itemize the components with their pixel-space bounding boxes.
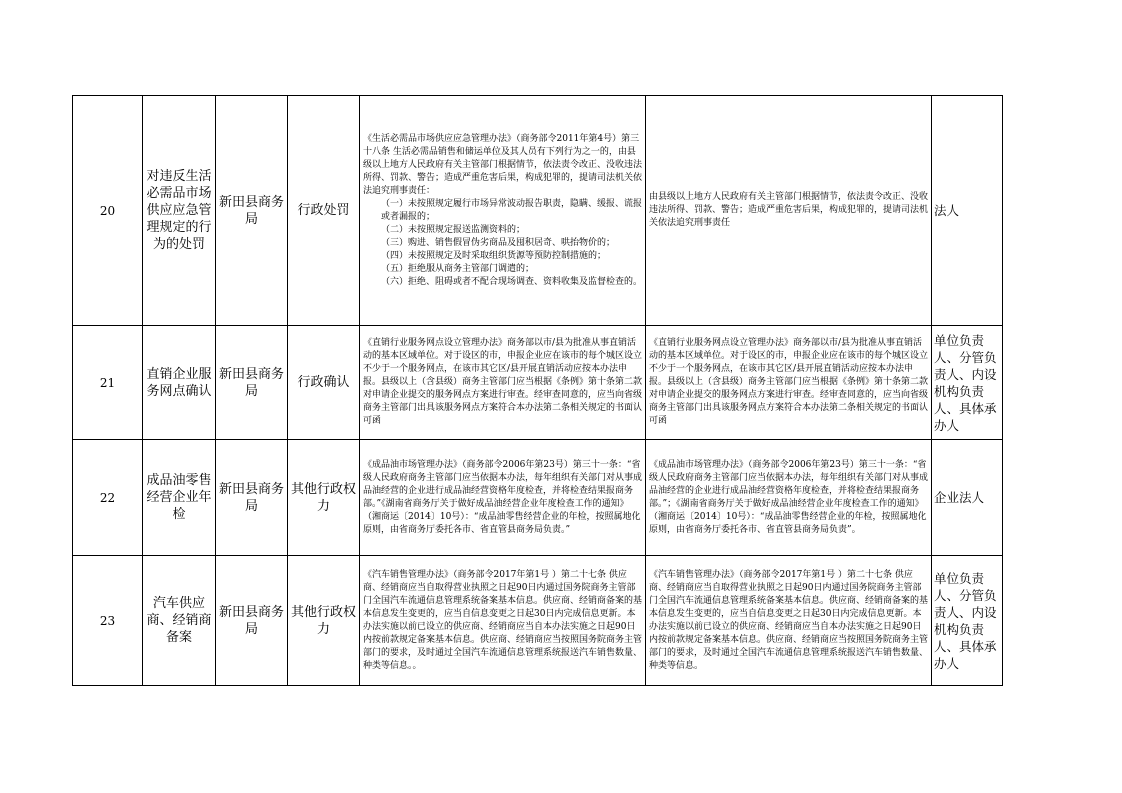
legal-basis-paragraph: 《成品油市场管理办法》（商务部令2006年第23号）第三十一条：“省级人民政府商务主管部门应当依据本办法，每年组织有关部门对从事成品油经营的企业进行成品油经营资格年度检查，并将检查结果报商务部。”《湖南省商务厅关于做好成品油经营企业年度检查工作的通知》（湘商运〔2014〕10号）：“成品油零售经营企业的年检，按照属地化原则，由省商务厅委托各市、省直管县商务局负责。”	[363, 459, 643, 535]
row-number: 23	[73, 556, 143, 686]
legal-basis-paragraph: （二）未按照规定报送监测资料的；	[381, 224, 526, 235]
liable-subject: 单位负责人、分管负责人、内设机构负责人、具体承办人	[932, 556, 1003, 686]
legal-basis	[360, 556, 646, 686]
legal-basis-paragraph: （三）购进、销售假冒伪劣商品及囤积居奇、哄抬物价的；	[381, 237, 616, 248]
legal-basis-paragraph: 《生活必需品市场供应应急管理办法》（商务部令2011年第4号）第三十八条 生活必需品销售和储运单位及其人员有下列行为之一的，由县级以上地方人民政府有关主管部门根据情节，依法责令改正、没收违法所得、罚款、警告；造成严重危害后果，构成犯罪的，提请司法机关依法追究刑事责任：	[363, 133, 643, 196]
liability-rule: 《直销行业服务网点设立管理办法》商务部以市/县为批准从事直销活动的基本区域单位。对于设区的市，申报企业应在该市的每个城区设立不少于一个服务网点，在该市其它区/县开展直销活动应按本办法申报。县级以上（含县级）商务主管部门应当根据《条例》第十条第二款对申请企业提交的服务网点方案进行审查。经审查同意的，应当向省级商务主管部门出具该服务网点方案符合本办法第二条相关规定的书面认可函	[646, 326, 932, 440]
liability-rule: 《成品油市场管理办法》（商务部令2006年第23号）第三十一条：“省级人民政府商务主管部门应当依据本办法，每年组织有关部门对从事成品油经营的企业进行成品油经营资格年度检查，并将检查结果报商务部。”；《湖南省商务厅关于做好成品油经营企业年度检查工作的通知》（湘商运〔2014〕10号）：“成品油零售经营企业的年检，按照属地化原则，由省商务厅委托各市、省直管县商务局负责”。	[646, 440, 932, 556]
legal-basis-paragraph: （一）未按照规定履行市场异常波动报告职责，隐瞒、缓报、谎报或者漏报的；	[381, 198, 643, 222]
item-name: 成品油零售经营企业年检	[143, 440, 216, 556]
legal-basis-paragraph: 《汽车销售管理办法》（商务部令2017年第1号 ）第二十七条 供应商、经销商应当自取得营业执照之日起90日内通过国务院商务主管部门全国汽车流通信息管理系统备案基本信息。供应商、经销商备案的基本信息发生变更的，应当自信息变更之日起30日内完成信息更新。本办法实施以前已设立的供应商、经销商应当自本办法实施之日起90日内按前款规定备案基本信息。供应商、经销商应当按照国务院商务主管部门的要求，及时通过全国汽车流通信息管理系统报送汽车销售数量、种类等信息。。	[363, 569, 643, 671]
department: 新田县商务局	[216, 96, 288, 326]
department: 新田县商务局	[216, 440, 288, 556]
row-number: 22	[73, 440, 143, 556]
department: 新田县商务局	[216, 556, 288, 686]
item-name: 汽车供应商、经销商备案	[143, 556, 216, 686]
power-type: 其他行政权力	[288, 556, 360, 686]
legal-basis	[360, 440, 646, 556]
row-number: 21	[73, 326, 143, 440]
item-name: 对违反生活必需品市场供应应急管理规定的行为的处罚	[143, 96, 216, 326]
department: 新田县商务局	[216, 326, 288, 440]
legal-basis-paragraph: 《直销行业服务网点设立管理办法》商务部以市/县为批准从事直销活动的基本区域单位。对于设区的市，申报企业应在该市的每个城区设立不少于一个服务网点，在该市其它区/县开展直销活动应按本办法申报。县级以上（含县级）商务主管部门应当根据《条例》第十条第二款对申请企业提交的服务网点方案进行审查。经审查同意的，应当向省级商务主管部门出具该服务网点方案符合本办法第二条相关规定的书面认可函	[363, 338, 643, 426]
liability-rule: 《汽车销售管理办法》（商务部令2017年第1号 ）第二十七条 供应商、经销商应当自取得营业执照之日起90日内通过国务院商务主管部门全国汽车流通信息管理系统备案基本信息。供应商、经销商备案的基本信息发生变更的，应当自信息变更之日起30日内完成信息更新。本办法实施以前已设立的供应商、经销商应当自本办法实施之日起90日内按前款规定备案基本信息。供应商、经销商应当按照国务院商务主管部门的要求，及时通过全国汽车流通信息管理系统报送汽车销售数量、种类等信息。	[646, 556, 932, 686]
liable-subject: 企业法人	[932, 440, 1003, 556]
table-row	[73, 440, 1003, 556]
legal-basis-paragraph: （五）拒绝服从商务主管部门调遣的；	[381, 263, 535, 274]
table-row	[73, 96, 1003, 326]
liability-rule: 由县级以上地方人民政府有关主管部门根据情节，依法责令改正、没收违法所得、罚款、警告；造成严重危害后果，构成犯罪的，提请司法机关依法追究刑事责任	[646, 96, 932, 326]
power-type: 其他行政权力	[288, 440, 360, 556]
power-type: 行政处罚	[288, 96, 360, 326]
legal-basis-paragraph: （六）拒绝、阻碍或者不配合现场调查、资料收集及监督检查的。	[381, 276, 643, 287]
power-list-table	[72, 95, 1003, 686]
liable-subject: 法人	[932, 96, 1003, 326]
power-type: 行政确认	[288, 326, 360, 440]
table-row	[73, 326, 1003, 440]
legal-basis	[360, 96, 646, 326]
item-name: 直销企业服务网点确认	[143, 326, 216, 440]
table-row	[73, 556, 1003, 686]
liable-subject: 单位负责人、分管负责人、内设机构负责人、具体承办人	[932, 326, 1003, 440]
row-number: 20	[73, 96, 143, 326]
legal-basis	[360, 326, 646, 440]
legal-basis-paragraph: （四）未按照规定及时采取组织货源等预防控制措施的；	[381, 250, 607, 261]
